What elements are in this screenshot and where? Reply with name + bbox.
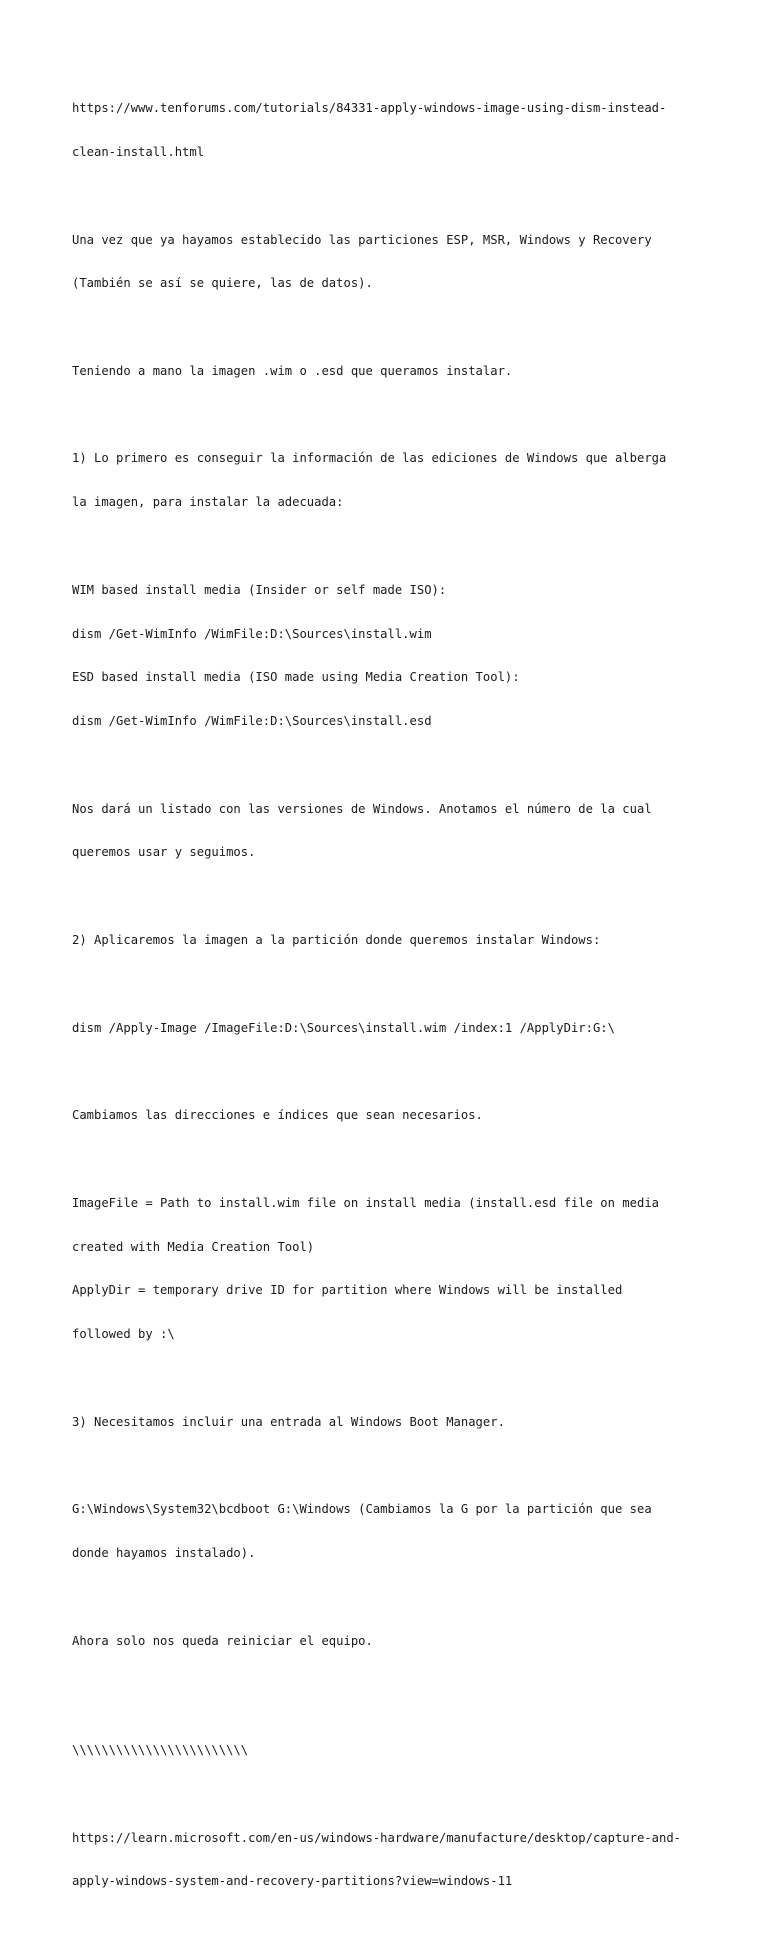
text-line: Ahora solo nos queda reiniciar el equipo.	[72, 1633, 373, 1648]
paragraph-reference-url	[72, 1801, 712, 1918]
text-line: Cambiamos las direcciones e índices que sean necesarios.	[72, 1108, 483, 1123]
paragraph-wiminfo-commands	[72, 554, 712, 758]
text-line: 1) Lo primero es conseguir la información de las ediciones de Windows que alberga	[72, 451, 667, 466]
separator-line: \\\\\\\\\\\\\\\\\\\\\\\\	[72, 1743, 249, 1758]
text-line: Teniendo a mano la imagen .wim o .esd que queramos instalar.	[72, 363, 513, 378]
text-line: queremos usar y seguimos.	[72, 845, 256, 860]
text-line: followed by :\	[72, 1327, 175, 1342]
paragraph-bcdboot-command	[72, 1473, 712, 1590]
text-line: (También se así se quiere, las de datos).	[72, 276, 373, 291]
text-line: la imagen, para instalar la adecuada:	[72, 495, 344, 510]
paragraph-intro	[72, 203, 712, 320]
text-line: 3) Necesitamos incluir una entrada al Windows Boot Manager.	[72, 1414, 505, 1429]
spacer	[72, 1692, 712, 1714]
text-line: ImageFile = Path to install.wim file on install media (install.esd file on media	[72, 1195, 659, 1210]
paragraph-step-2	[72, 904, 712, 977]
text-line: 2) Aplicaremos la imagen a la partición donde queremos instalar Windows:	[72, 933, 601, 948]
text-line: https://www.tenforums.com/tutorials/84331-apply-windows-image-using-dism-instead-	[72, 101, 667, 116]
text-line: apply-windows-system-and-recovery-partitions?view=windows-11	[72, 1874, 513, 1889]
text-line: ApplyDir = temporary drive ID for partition where Windows will be installed	[72, 1283, 623, 1298]
paragraph-image-ready	[72, 335, 712, 408]
paragraph-versions-list	[72, 773, 712, 890]
text-line: created with Media Creation Tool)	[72, 1239, 315, 1254]
paragraph-step-1	[72, 422, 712, 539]
text-line: ESD based install media (ISO made using Media Creation Tool):	[72, 670, 520, 685]
text-line: Una vez que ya hayamos establecido las particiones ESP, MSR, Windows y Recovery	[72, 232, 652, 247]
command-line: dism /Get-WimInfo /WimFile:D:\Sources\install.esd	[72, 714, 432, 729]
paragraph-source-url	[72, 72, 712, 189]
paragraph-reboot	[72, 1604, 712, 1677]
text-line: https://learn.microsoft.com/en-us/windows-hardware/manufacture/desktop/capture-and-	[72, 1830, 682, 1845]
document-page	[72, 72, 712, 1933]
command-line: G:\Windows\System32\bcdboot G:\Windows (Cambiamos la G por la partición que sea	[72, 1502, 652, 1517]
text-line: WIM based install media (Insider or self made ISO):	[72, 582, 447, 597]
paragraph-separator	[72, 1714, 712, 1787]
paragraph-step-3	[72, 1385, 712, 1458]
paragraph-change-paths	[72, 1079, 712, 1152]
text-line: clean-install.html	[72, 144, 205, 159]
text-line: donde hayamos instalado).	[72, 1545, 256, 1560]
command-line: dism /Get-WimInfo /WimFile:D:\Sources\install.wim	[72, 626, 432, 641]
command-line: dism /Apply-Image /ImageFile:D:\Sources\install.wim /index:1 /ApplyDir:G:\	[72, 1020, 615, 1035]
paragraph-parameters	[72, 1167, 712, 1371]
text-line: Nos dará un listado con las versiones de Windows. Anotamos el número de la cual	[72, 801, 652, 816]
paragraph-apply-image-command	[72, 991, 712, 1064]
